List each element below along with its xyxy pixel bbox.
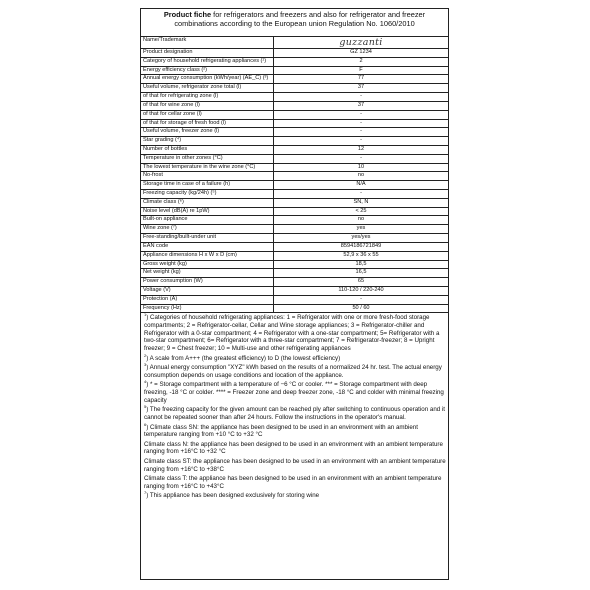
spec-label: Appliance dimensions H x W x D (cm)	[141, 252, 274, 260]
spec-value: 50 / 60	[352, 304, 370, 311]
spec-label: Annual energy consumption (kWh/year) (AE_C) (³)	[141, 75, 274, 83]
spec-value: yes	[356, 225, 366, 232]
spec-label: No-frost	[141, 172, 274, 180]
spec-label: Noise level (dB(A) re 1pW)	[141, 208, 274, 216]
spec-value: 37	[357, 84, 365, 91]
spec-value: no	[357, 172, 365, 179]
footnote-paren: )	[146, 381, 149, 389]
spec-value: -	[360, 119, 362, 126]
spec-label: of that for wine zone (l)	[141, 102, 274, 110]
spec-label: Useful volume, refrigerator zone total (l)	[141, 84, 274, 92]
footnote-paren: )	[146, 364, 149, 372]
spec-row	[141, 296, 448, 305]
fiche-title-line1	[141, 10, 448, 19]
spec-label: EAN code	[141, 243, 274, 251]
spec-row	[141, 67, 448, 76]
footnote-text: The freezing capacity for the given amount can be reached ply after switching to continuous operation and it cannot be repeated sooner than after 24 hours. Follow the instructions in the operator's manual.	[144, 406, 446, 421]
spec-value: GZ 1234	[350, 49, 372, 55]
footnote	[144, 364, 446, 379]
spec-label: Name/Trademark	[141, 37, 274, 48]
fiche-title-bold: Product fiche	[163, 10, 212, 19]
footnotes	[141, 313, 448, 500]
footnote-paren: )	[146, 406, 149, 414]
spec-value: -	[360, 110, 362, 117]
spec-value: N/A	[356, 181, 366, 188]
spec-value: 12	[357, 145, 365, 152]
brand-logo: guzzanti	[339, 37, 383, 48]
spec-label: Gross weight (kg)	[141, 261, 274, 269]
spec-value: 8594186721849	[340, 242, 382, 249]
spec-row	[141, 37, 448, 49]
spec-label: of that for refrigerating zone (l)	[141, 93, 274, 101]
footnote-paren: )	[146, 423, 149, 431]
footnote-text: Climate class SN: the appliance has been designed to be used in an environment with an ambient temperature ranging from +10 °C to +32 °C	[144, 423, 418, 439]
spec-row	[141, 208, 448, 217]
footnote-text: Climate class N: the appliance has been designed to be used in an environment with an ambient temperature ranging from +16°C to +32 °C	[144, 440, 443, 456]
fiche-header	[141, 9, 448, 37]
spec-row	[141, 190, 448, 199]
fiche-title-line2: combinations according to the European union Regulation No. 1060/2010	[174, 19, 415, 28]
spec-value: 37	[357, 101, 365, 108]
spec-label: Temperature in other zones (°C)	[141, 155, 274, 163]
footnote	[144, 458, 446, 473]
footnote-text: Annual energy consumption "XYZ" kWh based on the results of a normalized 24 hr. test. The actual energy consumption depends on usage conditions and location of the appliance.	[144, 364, 442, 379]
footnote-marker: 6	[144, 421, 147, 427]
spec-value: -	[360, 295, 362, 302]
spec-row	[141, 234, 448, 243]
product-fiche-sheet	[140, 8, 449, 580]
footnote-paren: )	[146, 492, 149, 500]
spec-label: Product designation	[141, 49, 274, 57]
spec-label: Freezing capacity (kg/24h) (⁵)	[141, 190, 274, 198]
footnote	[144, 441, 446, 456]
fiche-title-rest: for refrigerators and freezers and also for refrigerator and freezer	[211, 10, 426, 19]
spec-row	[141, 225, 448, 234]
spec-label: of that for storage of fresh food (l)	[141, 120, 274, 128]
spec-row	[141, 137, 448, 146]
spec-label: Number of bottles	[141, 146, 274, 154]
footnote	[144, 492, 446, 500]
spec-value: 16,5	[355, 269, 367, 276]
spec-label: The lowest temperature in the wine zone (°C)	[141, 164, 274, 172]
footnote-text: Climate class ST: the appliance has been designed to be used in an environment with an ambient temperature ranging from +16°C to +38°C	[144, 457, 446, 473]
footnote-marker: 1	[144, 312, 147, 318]
footnote-marker: 7	[144, 490, 147, 496]
spec-row	[141, 164, 448, 173]
spec-row	[141, 278, 448, 287]
spec-row	[141, 261, 448, 270]
footnote-marker: 4	[144, 379, 147, 385]
spec-row	[141, 216, 448, 225]
spec-row	[141, 155, 448, 164]
footnote	[144, 475, 446, 490]
spec-label: Net weight (kg)	[141, 269, 274, 277]
spec-row	[141, 146, 448, 155]
spec-row	[141, 102, 448, 111]
spec-label: Power consumption (W)	[141, 278, 274, 286]
spec-value: 77	[357, 75, 365, 82]
spec-label: Category of household refrigerating appliances (¹)	[141, 58, 274, 66]
spec-value: SN, N	[353, 198, 369, 205]
spec-value: -	[360, 128, 362, 135]
spec-label: Climate class (⁶)	[141, 199, 274, 207]
spec-label: Voltage (V)	[141, 287, 274, 295]
footnote	[144, 406, 446, 421]
spec-row	[141, 49, 448, 58]
footnote-marker: 2	[144, 352, 147, 358]
spec-value: yes/yes	[351, 234, 371, 241]
spec-row	[141, 75, 448, 84]
spec-label: Star grading (⁴)	[141, 137, 274, 145]
spec-label: Wine zone (⁷)	[141, 225, 274, 233]
spec-row	[141, 252, 448, 261]
footnote-paren: )	[146, 314, 149, 322]
footnote	[144, 352, 446, 363]
footnote-text: Categories of household refrigerating appliances: 1 = Refrigerator with one or more fresh-food storage compartments; 2 = Refrigerator-cellar, Cellar and Wine storage appliances; 3 = Refrigerator-chiller and Refrigerator with a 0-star compartment; 4 = Refrigerator with a one-star compartment; 5= Refrigerator with a two-star compartment; 6= Refrigerator with a three-star compartment; 7 = Refrigerator-freezer; 8 = Upright freezer; 9 = Chest freezer; 10 = Multi-use and other refrigerating appliances	[144, 314, 440, 353]
spec-label: Built-on appliance	[141, 216, 274, 224]
spec-row	[141, 84, 448, 93]
spec-value: F	[359, 66, 363, 73]
footnote-text: A scale from A+++ (the greatest efficiency) to D (the lowest efficiency)	[148, 354, 341, 362]
spec-label: Energy efficiency class (²)	[141, 67, 274, 75]
spec-value: < 25	[355, 207, 367, 214]
spec-row	[141, 172, 448, 181]
spec-value: no	[357, 216, 365, 223]
footnote-text: Climate class T: the appliance has been designed to be used in an environment with an ambient temperature ranging from +16°C to +43°C	[144, 475, 442, 490]
spec-value: -	[360, 93, 362, 100]
spec-row	[141, 243, 448, 252]
footnote-text: This appliance has been designed exclusively for storing wine	[148, 492, 320, 500]
spec-label: Storage time in case of a failure (h)	[141, 181, 274, 189]
spec-table	[141, 37, 448, 313]
spec-row	[141, 287, 448, 296]
footnote-marker: 3	[144, 362, 147, 368]
spec-row	[141, 128, 448, 137]
spec-row	[141, 305, 448, 314]
spec-row	[141, 120, 448, 129]
spec-label: Useful volume, freezer zone (l)	[141, 128, 274, 136]
spec-row	[141, 181, 448, 190]
footnote-paren: )	[146, 354, 149, 362]
spec-value: 18,5	[355, 260, 367, 267]
spec-value: 110-120 / 220-240	[338, 286, 384, 293]
footnote	[144, 421, 446, 439]
spec-row	[141, 93, 448, 102]
spec-row	[141, 111, 448, 120]
spec-value: -	[360, 137, 362, 144]
spec-label: of that for cellar zone (l)	[141, 111, 274, 119]
spec-label: Protection (A)	[141, 296, 274, 304]
spec-label: Free-standing/built-under unit	[141, 234, 274, 242]
spec-value: -	[360, 190, 362, 196]
spec-row	[141, 58, 448, 67]
footnote-marker: 5	[144, 404, 147, 410]
spec-value: 52,9 x 36 x 55	[343, 251, 379, 258]
spec-value: 10	[357, 163, 365, 170]
spec-value: -	[360, 154, 362, 161]
spec-label: Frequency (Hz)	[141, 305, 274, 313]
footnote	[144, 381, 446, 404]
spec-row	[141, 269, 448, 278]
footnote-text: * = Storage compartment with a temperature of −6 °C or cooler. *** = Storage compartment with deep freezing, -18 °C or colder. **** = Freezer zone and deep freezer zone, -18 °C and colder with minimal freezing capacity	[144, 381, 444, 404]
footnote	[144, 314, 446, 353]
spec-value: 65	[357, 278, 365, 285]
spec-value: 2	[359, 57, 363, 64]
spec-row	[141, 199, 448, 208]
